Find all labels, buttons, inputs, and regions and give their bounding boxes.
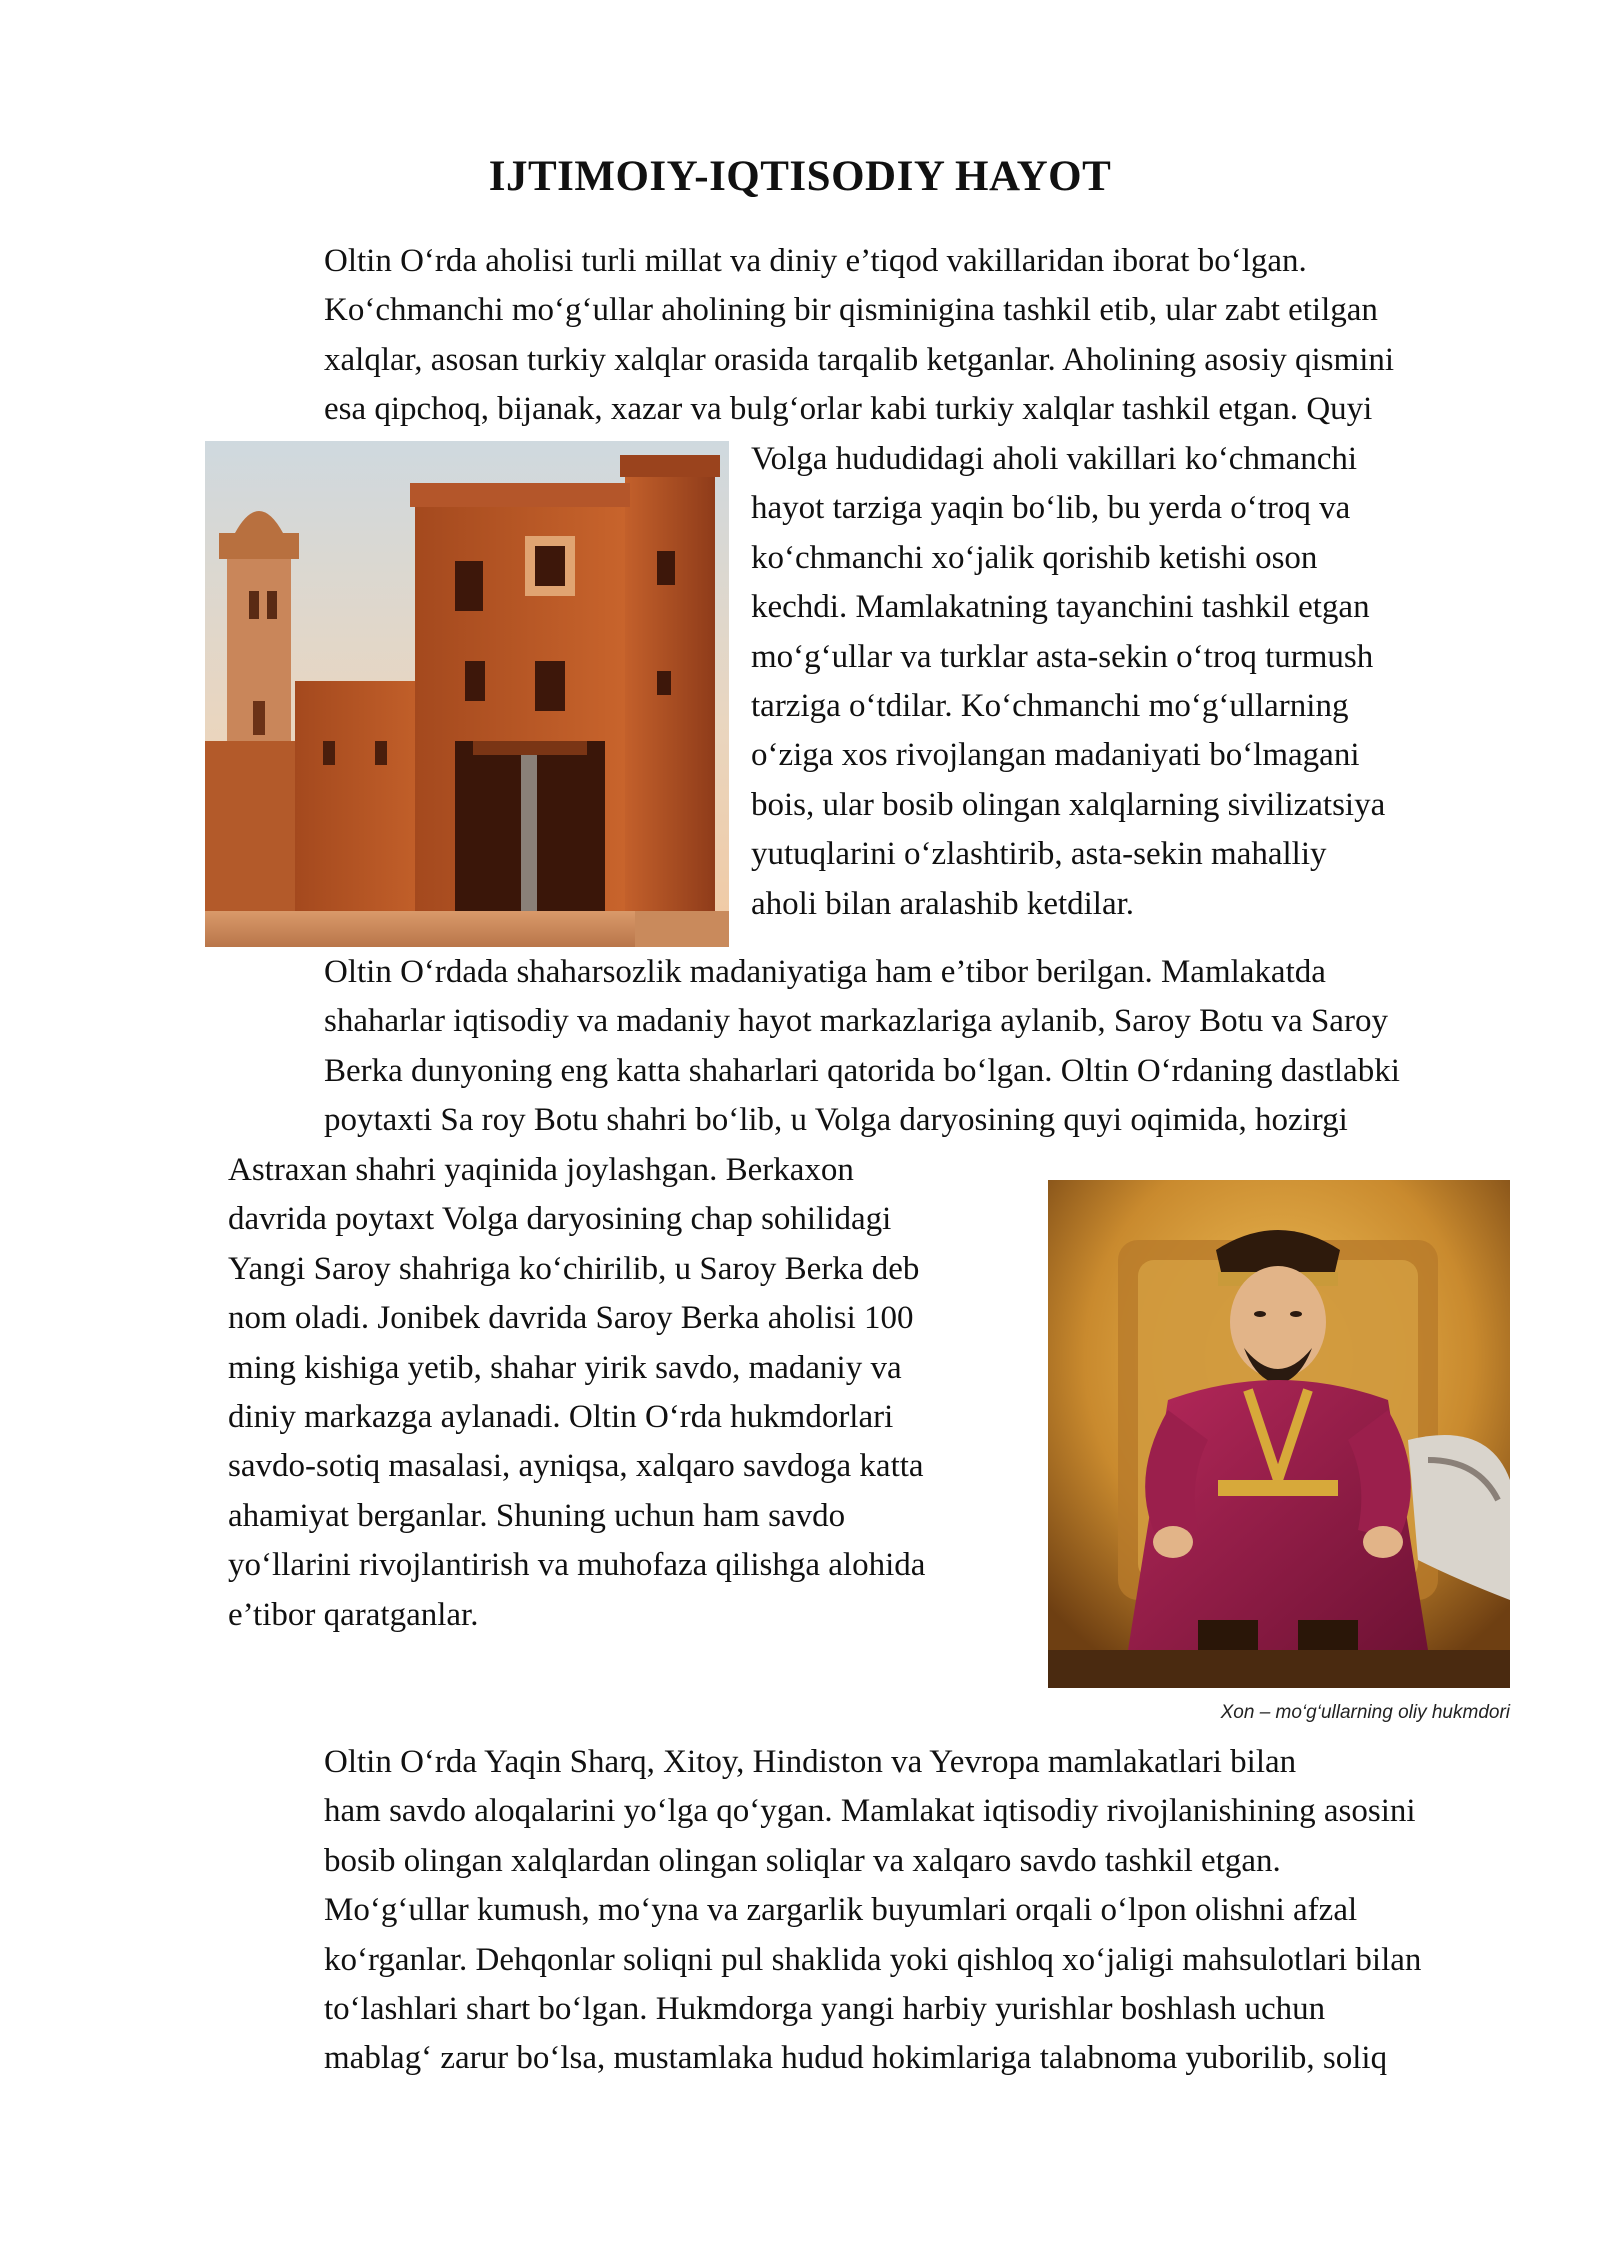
text-line: Astraxan shahri yaqinida joylashgan. Berkaxon	[228, 1152, 854, 1188]
text-line: yutuqlarini o‘zlashtirib, asta-sekin mahalliy	[751, 836, 1327, 873]
text-line: bois, ular bosib olingan xalqlarning sivilizatsiya	[751, 786, 1386, 823]
text-line: ko‘chmanchi xo‘jalik qorishib ketishi oson	[751, 539, 1318, 576]
figure-caption: Xon – mo‘g‘ullarning oliy hukmdori	[1220, 1702, 1510, 1723]
paragraph-2	[228, 948, 1480, 1146]
text-line: tarziga o‘tdilar. Ko‘chmanchi mo‘g‘ullarning	[751, 688, 1349, 725]
text-line: hayot tarziga yaqin bo‘lib, bu yerda o‘troq va	[751, 490, 1351, 527]
text-line: savdo-sotiq masalasi, ayniqsa, xalqaro savdoga katta	[228, 1448, 924, 1485]
text-line: davrida poytaxt Volga daryosining chap sohilidagi	[228, 1201, 892, 1238]
text-line: Ko‘chmanchi mo‘g‘ullar aholining bir qisminigina tashkil etib, ular zabt etilgan	[324, 292, 1378, 329]
text-line: o‘ziga xos rivojlangan madaniyati bo‘lmagani	[751, 737, 1360, 774]
text-line: ahamiyat berganlar. Shuning uchun ham savdo	[228, 1497, 846, 1534]
paragraph-2-continuation	[228, 1146, 1020, 1640]
paragraph-3	[228, 1738, 1480, 2084]
text-line: yo‘llarini rivojlantirish va muhofaza qilishga alohida	[228, 1547, 926, 1584]
text-line: Yangi Saroy shahriga ko‘chirilib, u Saroy Berka deb	[228, 1250, 920, 1287]
paragraph-1	[228, 237, 1480, 435]
text-line: diniy markazga aylanadi. Oltin O‘rda hukmdorlari	[228, 1399, 894, 1436]
text-line: ming kishiga yetib, shahar yirik savdo, madaniy va	[228, 1349, 902, 1386]
paragraph-1-continuation	[751, 435, 1480, 929]
text-line: Oltin O‘rda Yaqin Sharq, Xitoy, Hindiston va Yevropa mamlakatlari bilan	[324, 1744, 1297, 1780]
text-line: Oltin O‘rdada shaharsozlik madaniyatiga ham e’tibor berilgan. Mamlakatda	[324, 954, 1326, 990]
text-line: poytaxti Sa roy Botu shahri bo‘lib, u Volga daryosining quyi oqimida, hozirgi	[324, 1102, 1348, 1139]
text-line: xalqlar, asosan turkiy xalqlar orasida tarqalib ketganlar. Aholining asosiy qismini	[324, 341, 1395, 378]
text-line: mablag‘ zarur bo‘lsa, mustamlaka hudud hokimlariga talabnoma yuborilib, soliq	[324, 2040, 1388, 2077]
text-line: ko‘rganlar. Dehqonlar soliqni pul shaklida yoki qishloq xo‘jaligi mahsulotlari bilan	[324, 1941, 1422, 1978]
text-line: bosib olingan xalqlardan olingan soliqlar va xalqaro savdo tashkil etgan.	[324, 1842, 1281, 1879]
text-line: esa qipchoq, bijanak, xazar va bulg‘orlar kabi turkiy xalqlar tashkil etgan. Quyi	[324, 391, 1373, 428]
seated-khan-illustration	[1048, 1180, 1510, 1688]
mud-brick-fortress-illustration	[205, 441, 729, 947]
text-line: to‘lashlari shart bo‘lgan. Hukmdorga yangi harbiy yurishlar boshlash uchun	[324, 1991, 1326, 2028]
text-line: kechdi. Mamlakatning tayanchini tashkil etgan	[751, 589, 1370, 626]
text-line: shaharlar iqtisodiy va madaniy hayot markazlariga aylanib, Saroy Botu va Saroy	[324, 1003, 1388, 1040]
text-line: e’tibor qaratganlar.	[228, 1596, 479, 1633]
page-title: IJTIMOIY-IQTISODIY HAYOT	[488, 153, 1112, 200]
text-line: mo‘g‘ullar va turklar asta-sekin o‘troq turmush	[751, 638, 1374, 675]
text-line: ham savdo aloqalarini yo‘lga qo‘ygan. Mamlakat iqtisodiy rivojlanishining asosini	[324, 1793, 1416, 1830]
text-line: Berka dunyoning eng katta shaharlari qatorida bo‘lgan. Oltin O‘rdaning dastlabki	[324, 1052, 1400, 1089]
text-line: Oltin O‘rda aholisi turli millat va diniy e’tiqod vakillaridan iborat bo‘lgan.	[324, 243, 1307, 279]
text-line: aholi bilan aralashib ketdilar.	[751, 885, 1135, 922]
text-line: Volga hududidagi aholi vakillari ko‘chmanchi	[751, 441, 1358, 477]
text-line: nom oladi. Jonibek davrida Saroy Berka aholisi 100	[228, 1300, 914, 1337]
text-line: Mo‘g‘ullar kumush, mo‘yna va zargarlik buyumlari orqali o‘lpon olishni afzal	[324, 1892, 1358, 1929]
